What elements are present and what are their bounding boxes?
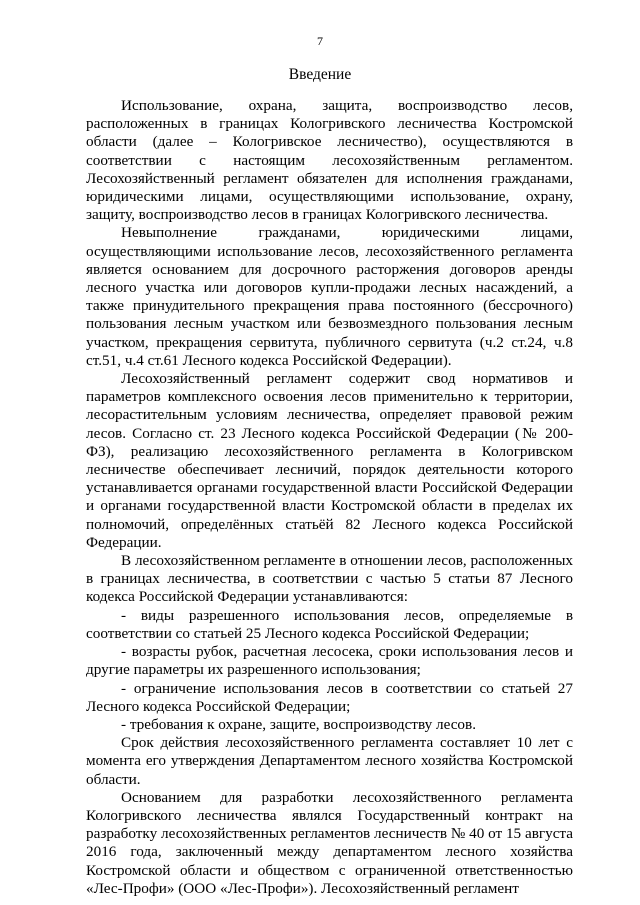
paragraph-regulation-content: Лесохозяйственный регламент содержит свод нормативов и параметров комплексного освоения лесов применительно к территории, лесорастительным условиям лесничества, определяет правовой режим лесов. Согласно ст. 23 Лесного кодекса Российской Федерации (№ 200-ФЗ), реализацию лесохозяйственного регламента в Кологривском лесничестве обеспечивает лесничий, порядок деятельности которого устанавливается органами государственной власти Российской Федерации и органами государственной власти Костромской области в пределах их полномочий, определённых статьёй 82 Лесного кодекса Российской Федерации. — [86, 370, 573, 551]
list-item-restrictions: - ограничение использования лесов в соответствии со статьей 27 Лесного кодекса Российской Федерации; — [86, 679, 573, 715]
list-item-felling-ages: - возрасты рубок, расчетная лесосека, сроки использования лесов и другие параметры их разрешенного использования; — [86, 643, 573, 679]
paragraph-basis: Основанием для разработки лесохозяйственного регламента Кологривского лесничества являлся Государственный контракт на разработку лесохозяйственных регламентов лесничеств № 40 от 15 августа 2016 года, заключенный между департаментом лесного хозяйства Костромской области и обществом с ограниченной ответственностью «Лес-Профи» (ООО «Лес-Профи»). Лесохозяйственный регламент — [86, 788, 573, 897]
page-title: Введение — [288, 66, 352, 83]
page-number: 7 — [317, 34, 323, 48]
paragraph-usage: Использование, охрана, защита, воспроизводство лесов, расположенных в границах Кологривского лесничества Костромской области (далее – Кологривское лесничество), осуществляются в соответствии с настоящим лесохозяйственным регламентом. Лесохозяйственный регламент обязателен для исполнения гражданами, юридическими лицами, осуществляющими использование, охрану, защиту, воспроизводство лесов в границах Кологривского лесничества. — [86, 97, 573, 224]
list-item-usage-types: - виды разрешенного использования лесов, определяемые в соответствии со статьей 25 Лесного кодекса Российской Федерации; — [86, 606, 573, 642]
document-body — [86, 97, 573, 898]
paragraph-validity-term: Срок действия лесохозяйственного регламента составляет 10 лет с момента его утверждения Департаментом лесного хозяйства Костромской области. — [86, 734, 573, 788]
paragraph-established-items: В лесохозяйственном регламенте в отношении лесов, расположенных в границах лесничества, в соответствии с частью 5 статьи 87 Лесного кодекса Российской Федерации устанавливаются: — [86, 552, 573, 606]
paragraph-non-compliance: Невыполнение гражданами, юридическими лицами, осуществляющими использование лесов, лесохозяйственного регламента является основанием для досрочного расторжения договоров аренды лесного участка или договоров купли-продажи лесных насаждений, а также принудительного прекращения права постоянного (бессрочного) пользования лесным участком или безвозмездного пользования лесным участком, прекращения сервитута, публичного сервитута (ч.2 ст.24, ч.8 ст.51, ч.4 ст.61 Лесного кодекса Российской Федерации). — [86, 224, 573, 369]
list-item-protection: - требования к охране, защите, воспроизводству лесов. — [121, 715, 476, 733]
